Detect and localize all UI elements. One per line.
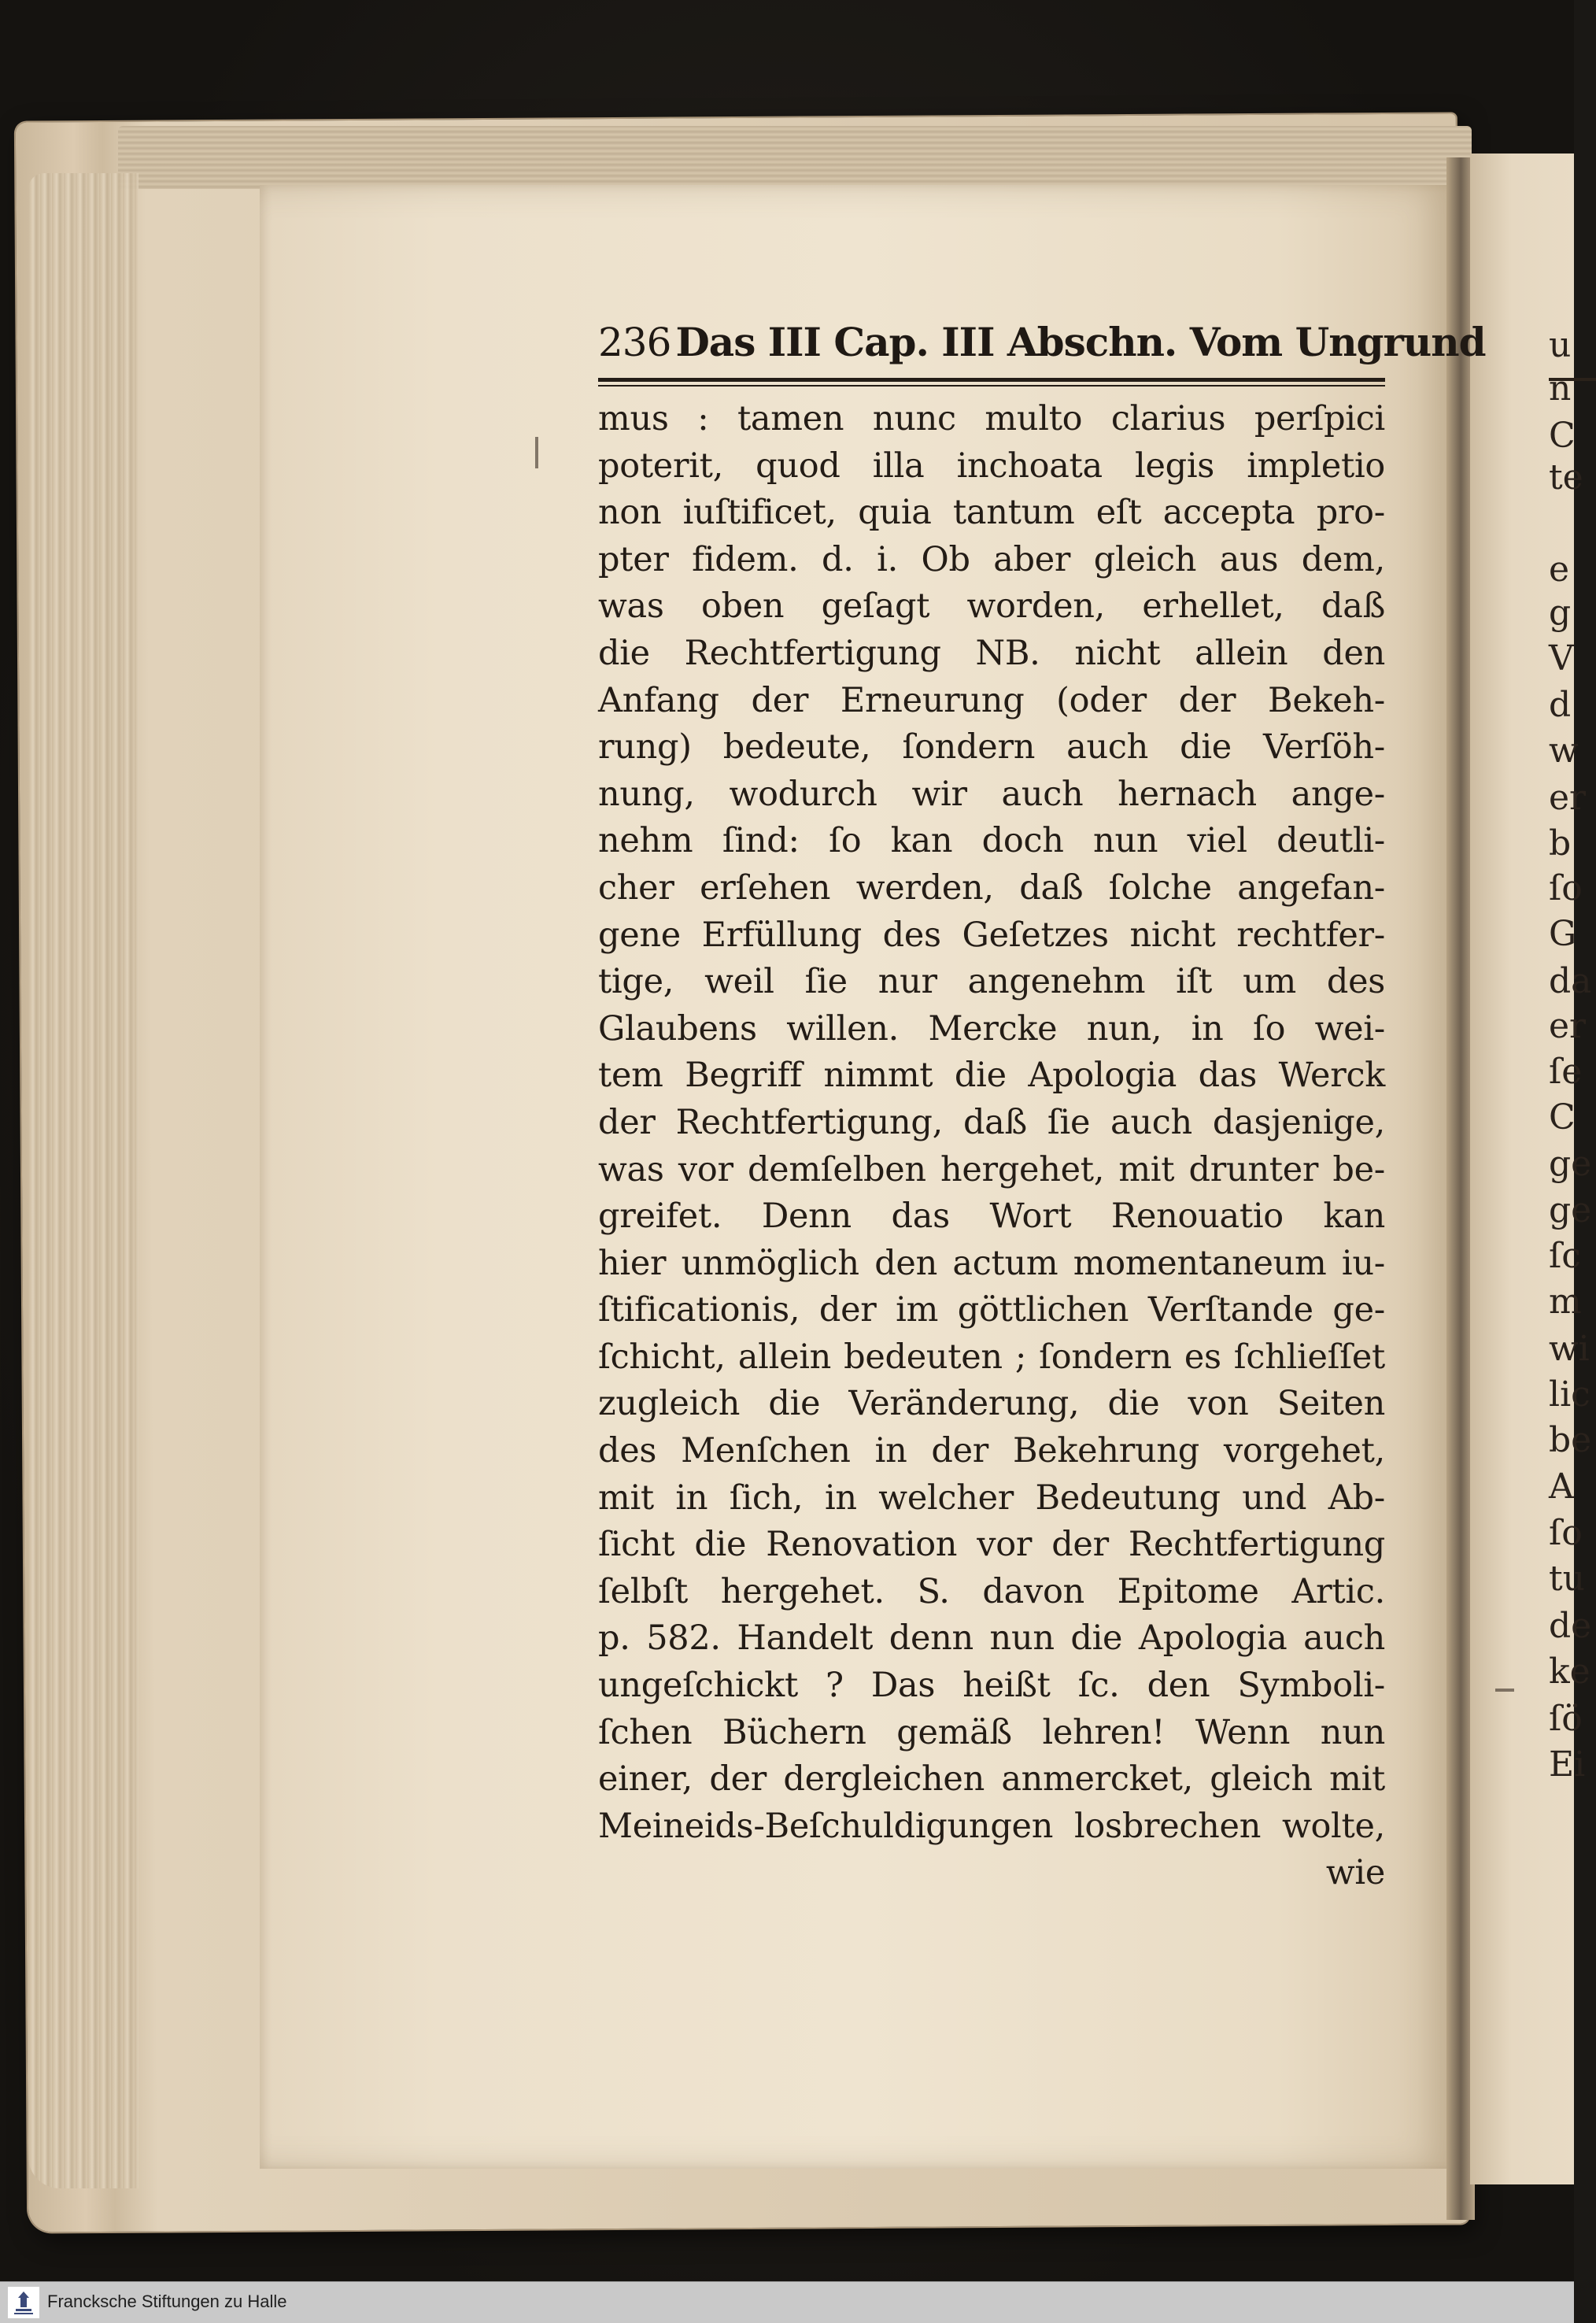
facing-page-fragment: ſc [1549,1236,1581,1276]
text-line: was vor demſelben hergehet, mit drunter be- [598,1149,1385,1189]
text-line: Meineids-Beſchuldigungen losbrechen wolte, [598,1806,1385,1846]
text-line: des Menſchen in der Bekehrung vorgehet, [598,1431,1385,1471]
facing-page-fragment: ſo [1549,1513,1583,1553]
facing-page-fragment: V [1549,638,1574,679]
footer-bar [0,2281,1574,2323]
facing-page-fragment: ke [1549,1652,1590,1692]
head-rule [598,378,1385,387]
text-line: ſchicht, allein bedeuten ; ſondern es ſchlieſſet [598,1337,1385,1377]
facing-page-fragment: te [1549,457,1583,498]
text-line: p. 582. Handelt denn nun die Apologia auch [598,1618,1385,1659]
facing-page-fragment: A [1549,1467,1574,1507]
catchword: wie [1325,1853,1385,1893]
text-line: hier unmöglich den actum momentaneum iu- [598,1243,1385,1283]
facing-page-fragment: d [1549,685,1572,725]
text-line: poterit, quod illa inchoata legis impletio [598,446,1385,486]
facing-page-fragment: m [1549,1282,1582,1322]
facing-page [1470,154,1592,2184]
facing-page-fragment: u [1549,325,1572,365]
text-line: greifet. Denn das Wort Renouatio kan [598,1197,1385,1237]
facing-page-fragment: g [1549,593,1572,633]
facing-page-fragment: er [1549,1006,1587,1046]
institution-logo-icon [8,2287,39,2318]
text-line: mus : tamen nunc multo clarius perſpici [598,399,1385,438]
page-stack-left-edge [28,173,139,2188]
facing-page-fragment: w [1549,731,1579,771]
facing-page-fragment: wi [1549,1329,1590,1369]
text-line: pter fidem. d. i. Ob aber gleich aus dem, [598,539,1385,579]
margin-mark [535,437,538,468]
body-text [598,396,1385,1897]
facing-page-fragment: G [1549,914,1577,954]
text-line: nehm ſind: ſo kan doch nun viel deutli- [598,821,1385,861]
facing-page-fragment: n [1549,368,1572,409]
running-head [598,315,1486,370]
facing-page-fragment: be [1549,1420,1592,1460]
text-line: cher erſehen werden, daß ſolche angefan- [598,867,1385,908]
facing-page-fragment: da [1549,961,1592,1001]
text-line: nung, wodurch wir auch hernach ange- [598,774,1385,814]
text-line: tige, weil ſie nur angenehm iſt um des [598,962,1385,1002]
facing-page-fragment: b [1549,823,1572,864]
facing-page-fragment: de [1549,1606,1592,1646]
text-line: Glaubens willen. Mercke nun, in ſo wei- [598,1008,1385,1049]
facing-page-fragment: ſö [1549,1699,1583,1739]
facing-page-fragment: er [1549,778,1587,818]
text-line: zugleich die Veränderung, die von Seiten [598,1384,1385,1424]
text-line: ungeſchickt ? Das heißt ſc. den Symboli- [598,1666,1385,1706]
text-line: der Rechtfertigung, daß ſie auch dasjenige, [598,1102,1385,1142]
text-line: ſicht die Renovation vor der Rechtfertigung [598,1525,1385,1565]
text-block [598,315,1486,1897]
facing-page-fragment: C [1549,1097,1576,1137]
facing-page-fragment: e [1549,549,1570,590]
facing-page-fragment: ge [1549,1190,1592,1230]
text-line: rung) bedeute, ſondern auch die Verſöh- [598,727,1385,768]
footer-institution: Francksche Stiftungen zu Halle [47,2292,287,2311]
text-line: einer, der dergleichen anmercket, gleich mit [598,1759,1385,1800]
text-line: die Rechtfertigung NB. nicht allein den [598,633,1385,673]
page-number: 236 [598,320,671,365]
text-line: ſelbſt hergehet. S. davon Epitome Artic. [598,1571,1385,1611]
facing-page-fragment: ſo [1549,868,1583,908]
page-stack-top-edge [118,126,1472,189]
facing-page-fragment: ſe [1549,1052,1583,1092]
facing-page-fragment: Ei [1549,1744,1586,1785]
text-line: ſtificationis, der im göttlichen Verſtande ge- [598,1290,1385,1330]
facing-page-fragment: ge [1549,1144,1592,1184]
facing-page-fragment: tu [1549,1559,1586,1599]
text-line: mit in ſich, in welcher Bedeutung und Ab- [598,1478,1385,1518]
facing-page-fragment: lic [1549,1374,1590,1415]
text-line: was oben geſagt worden, erhellet, daß [598,586,1385,627]
running-head-title: Das III Cap. III Abschn. Vom Ungrund [675,319,1486,365]
text-line: tem Begriff nimmt die Apologia das Werck [598,1056,1385,1096]
text-line: ſchen Büchern gemäß lehren! Wenn nun [598,1712,1385,1752]
text-line: non iuſtificet, quia tantum eſt accepta pro- [598,493,1385,533]
facing-page-fragment: C [1549,416,1576,456]
margin-mark [1495,1689,1514,1692]
text-line: Anfang der Erneurung (oder der Bekeh- [598,680,1385,720]
text-line: gene Erfüllung des Geſetzes nicht rechtfer- [598,915,1385,955]
